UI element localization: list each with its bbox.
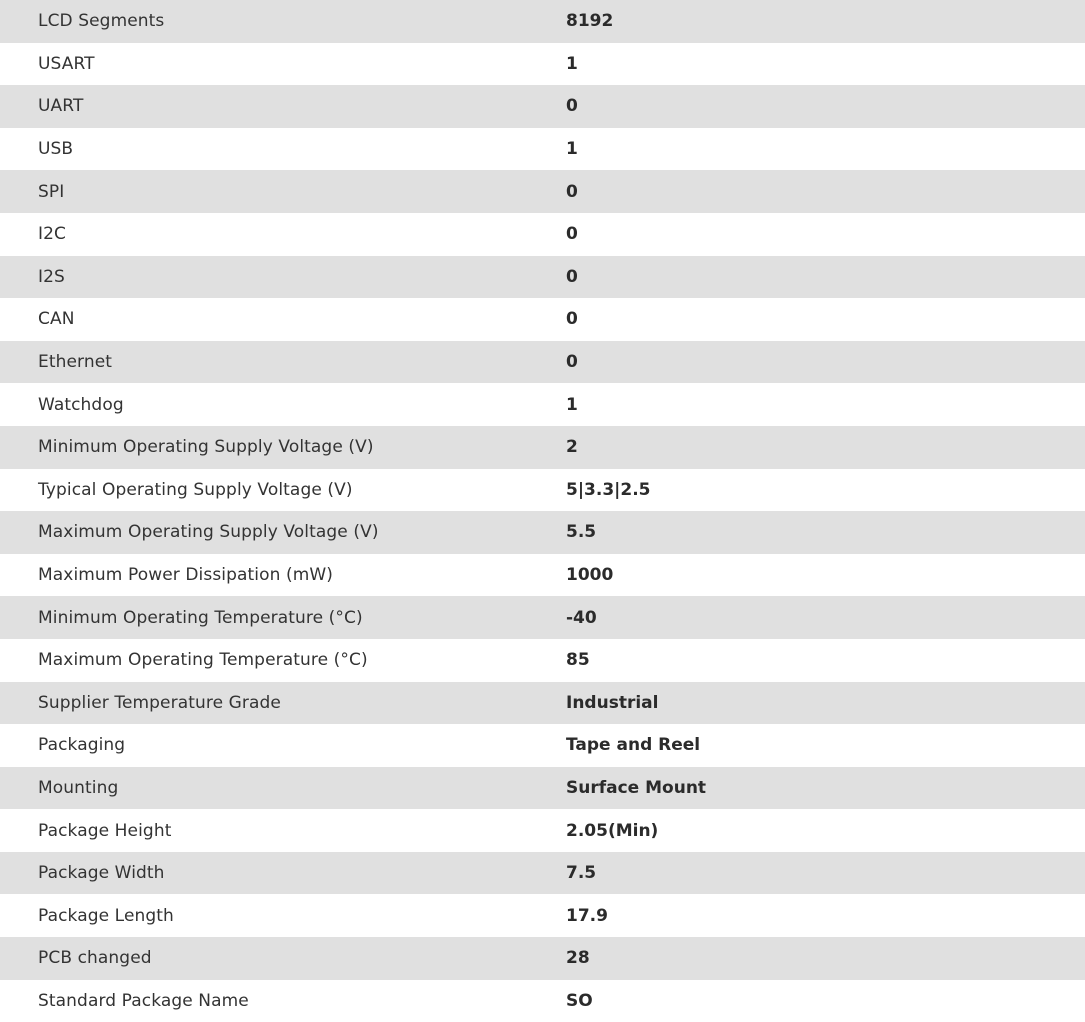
spec-value: Tape and Reel <box>566 735 701 756</box>
spec-label: Supplier Temperature Grade <box>0 682 566 725</box>
spec-value: 0 <box>566 256 1085 299</box>
spec-value: 28 <box>566 937 1085 980</box>
spec-label: Mounting <box>0 767 566 810</box>
spec-label: UART <box>0 85 566 128</box>
spec-row-usb <box>0 128 1085 171</box>
spec-row-temperature-grade <box>0 682 1085 725</box>
spec-value: 17.9 <box>566 905 608 926</box>
spec-row-usart <box>0 43 1085 86</box>
spec-row-i2c <box>0 213 1085 256</box>
spec-value: 0 <box>566 170 1085 213</box>
spec-value: 0 <box>566 85 1085 128</box>
spec-label: Package Height <box>38 820 172 841</box>
spec-value: 0 <box>566 309 578 330</box>
spec-row-max-power-dissipation <box>0 554 1085 597</box>
spec-label: Packaging <box>38 735 126 756</box>
spec-value: 85 <box>566 650 590 671</box>
spec-label: I2S <box>0 256 566 299</box>
spec-label: Package Length <box>38 905 174 926</box>
spec-value: 2 <box>566 426 1085 469</box>
spec-value: 5.5 <box>566 511 1085 554</box>
spec-value: 1 <box>566 394 578 415</box>
spec-row-package-length <box>0 894 1085 937</box>
spec-value: 2.05(Min) <box>566 820 659 841</box>
spec-label: Minimum Operating Supply Voltage (V) <box>0 426 566 469</box>
spec-row-standard-package-name <box>0 980 1085 1022</box>
spec-row-watchdog <box>0 383 1085 426</box>
spec-row-package-width <box>0 852 1085 895</box>
spec-value: 1000 <box>566 565 614 586</box>
spec-label: Maximum Operating Temperature (°C) <box>38 650 368 671</box>
spec-label: I2C <box>38 224 66 245</box>
spec-label: Package Width <box>0 852 566 895</box>
spec-value: 7.5 <box>566 852 1085 895</box>
spec-label: LCD Segments <box>0 0 566 43</box>
spec-row-typical-supply-voltage <box>0 469 1085 512</box>
spec-row-max-operating-temp <box>0 639 1085 682</box>
spec-label: USART <box>38 53 95 74</box>
spec-row-mounting <box>0 767 1085 810</box>
spec-value: 1 <box>566 139 578 160</box>
spec-value: 1 <box>566 53 578 74</box>
spec-row-ethernet <box>0 341 1085 384</box>
spec-label: PCB changed <box>0 937 566 980</box>
spec-value: SO <box>566 990 593 1011</box>
spec-value: 0 <box>566 341 1085 384</box>
spec-value: Industrial <box>566 682 1085 725</box>
spec-row-min-supply-voltage <box>0 426 1085 469</box>
spec-row-can <box>0 298 1085 341</box>
spec-value: 0 <box>566 224 578 245</box>
spec-label: Standard Package Name <box>38 990 249 1011</box>
spec-label: Maximum Operating Supply Voltage (V) <box>0 511 566 554</box>
spec-label: CAN <box>38 309 75 330</box>
spec-row-uart <box>0 85 1085 128</box>
spec-row-spi <box>0 170 1085 213</box>
spec-label: Ethernet <box>0 341 566 384</box>
spec-row-min-operating-temp <box>0 596 1085 639</box>
spec-value: 8192 <box>566 0 1085 43</box>
spec-label: Watchdog <box>38 394 124 415</box>
spec-label: Typical Operating Supply Voltage (V) <box>38 479 353 500</box>
spec-value: 5|3.3|2.5 <box>566 479 651 500</box>
spec-row-pcb-changed <box>0 937 1085 980</box>
spec-label: USB <box>38 139 74 160</box>
spec-label: Minimum Operating Temperature (°C) <box>0 596 566 639</box>
spec-row-lcd-segments <box>0 0 1085 43</box>
spec-value: -40 <box>566 596 1085 639</box>
spec-row-packaging <box>0 724 1085 767</box>
spec-row-i2s <box>0 256 1085 299</box>
spec-label: Maximum Power Dissipation (mW) <box>38 565 334 586</box>
spec-value: Surface Mount <box>566 767 1085 810</box>
spec-row-max-supply-voltage <box>0 511 1085 554</box>
spec-row-package-height <box>0 809 1085 852</box>
spec-label: SPI <box>0 170 566 213</box>
